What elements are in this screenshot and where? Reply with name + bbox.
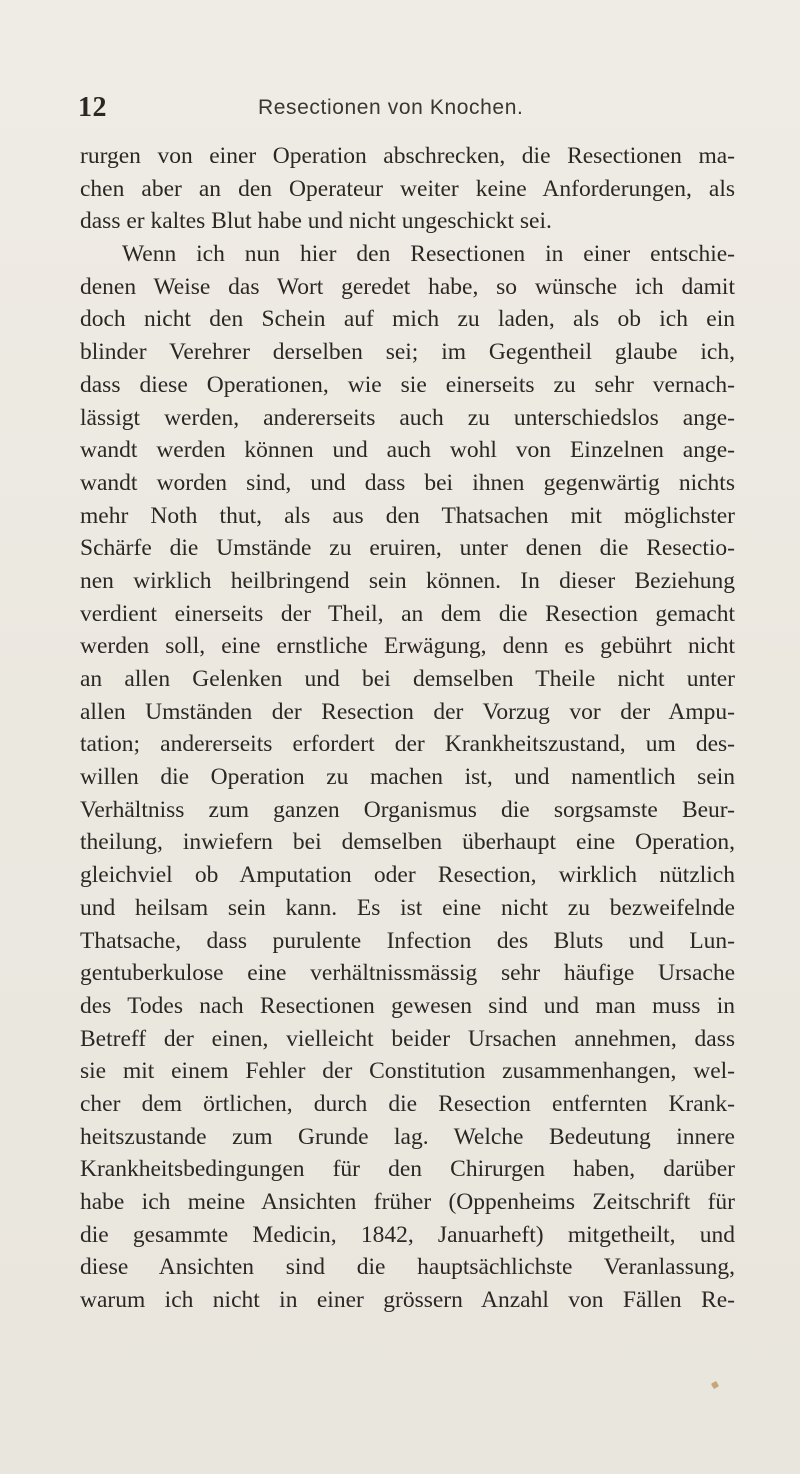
body-text	[80, 140, 735, 1317]
text-line: mehr Noth thut, als aus den Thatsachen mit möglichster	[80, 502, 735, 529]
text-line: rurgen von einer Operation abschrecken, die Resectionen ma-	[80, 143, 735, 169]
text-line: Verhältniss zum ganzen Organismus die sorgsamste Beur-	[80, 796, 735, 823]
paper-speck	[711, 1381, 719, 1389]
text-line: die gesammte Medicin, 1842, Januarheft) mitgetheilt, und	[80, 1221, 735, 1248]
text-line: cher dem örtlichen, durch die Resection entfernten Krank-	[80, 1090, 735, 1117]
text-line: theilung, inwiefern bei demselben überhaupt eine Operation,	[80, 829, 735, 856]
text-line: nen wirklich heilbringend sein können. In dieser Beziehung	[80, 567, 735, 594]
text-line: chen aber an den Operateur weiter keine Anforderungen, als	[80, 175, 735, 202]
text-line: warum ich nicht in einer grössern Anzahl von Fällen Re-	[80, 1287, 735, 1314]
text-line: doch nicht den Schein auf mich zu laden, als ob ich ein	[80, 306, 735, 333]
text-line: tation; andererseits erfordert der Krankheitszustand, um des-	[80, 731, 735, 758]
text-line: sie mit einem Fehler der Constitution zusammenhangen, wel-	[80, 1058, 735, 1085]
text-line: gentuberkulose eine verhältnissmässig sehr häufige Ursache	[80, 960, 735, 987]
paragraph-first-line: Wenn ich nun hier den Resectionen in einer entschie-	[122, 241, 735, 268]
text-line: willen die Operation zu machen ist, und namentlich sein	[80, 764, 735, 791]
text-line: an allen Gelenken und bei demselben Theile nicht unter	[80, 666, 735, 692]
text-line: wandt worden sind, und dass bei ihnen gegenwärtig nichts	[80, 469, 735, 496]
text-line: blinder Verehrer derselben sei; im Gegentheil glaube ich,	[80, 339, 735, 366]
text-line: heitszustande zum Grunde lag. Welche Bedeutung innere	[80, 1123, 735, 1150]
running-head	[78, 92, 738, 132]
running-title: Resectionen von Knochen.	[258, 96, 524, 119]
text-line: habe ich meine Ansichten früher (Oppenheims Zeitschrift für	[80, 1189, 735, 1215]
text-line: allen Umständen der Resection der Vorzug vor der Ampu-	[80, 698, 735, 725]
text-line: gleichviel ob Amputation oder Resection, wirklich nützlich	[80, 862, 735, 889]
text-line: werden soll, eine ernstliche Erwägung, denn es gebührt nicht	[80, 633, 735, 660]
text-line: verdient einerseits der Theil, an dem die Resection gemacht	[80, 600, 735, 627]
paragraph-last-line: dass er kaltes Blut habe und nicht ungeschickt sei.	[80, 208, 552, 235]
text-line: Betreff der einen, vielleicht beider Ursachen annehmen, dass	[80, 1025, 735, 1052]
page-number: 12	[78, 92, 107, 123]
text-line: diese Ansichten sind die hauptsächlichste Veranlassung,	[80, 1254, 735, 1281]
text-line: denen Weise das Wort geredet habe, so wünsche ich damit	[80, 273, 735, 300]
text-line: des Todes nach Resectionen gewesen sind und man muss in	[80, 992, 735, 1019]
text-line: dass diese Operationen, wie sie einerseits zu sehr vernach-	[80, 371, 735, 398]
text-line: Thatsache, dass purulente Infection des Bluts und Lun-	[80, 927, 735, 954]
text-line: Krankheitsbedingungen für den Chirurgen haben, darüber	[80, 1156, 735, 1183]
text-line: lässigt werden, andererseits auch zu unterschiedslos ange-	[80, 404, 735, 431]
text-line: und heilsam sein kann. Es ist eine nicht zu bezweifelnde	[80, 894, 735, 921]
text-line: Schärfe die Umstände zu eruiren, unter denen die Resectio-	[80, 535, 735, 562]
text-line: wandt werden können und auch wohl von Einzelnen ange-	[80, 437, 735, 464]
